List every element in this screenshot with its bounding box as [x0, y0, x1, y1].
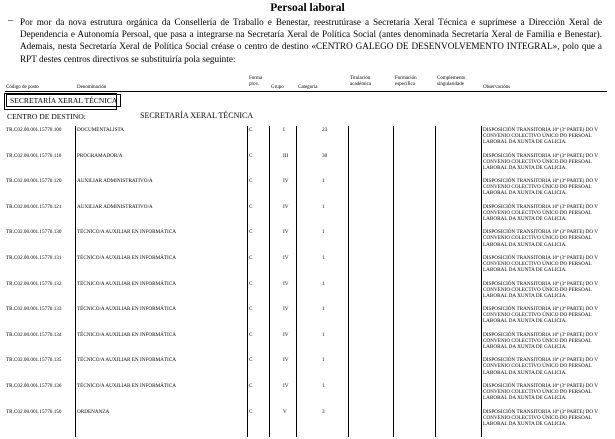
row-observacions: DISPOSICIÓN TRANSITORIA 10ª (3ª PARTE) DO V CONVENIO COLECTIVO ÚNICO DO PERSOAL LABORAL DA XUNTA DE GALICIA. [483, 152, 598, 171]
row-code: TR.C02.00.001.15770.135 [6, 357, 62, 364]
row-grupo: IV [283, 178, 289, 185]
row-grupo: V [283, 408, 287, 415]
col-divider [247, 126, 248, 437]
row-observacions: DISPOSICIÓN TRANSITORIA 10ª (3ª PARTE) DO V CONVENIO COLECTIVO ÚNICO DO PERSOAL LABORAL DA XUNTA DE GALICIA. [483, 306, 598, 325]
row-code: TR.C02.00.001.15770.120 [6, 178, 62, 185]
row-code: TR.C02.00.001.15770.130 [6, 229, 62, 236]
col-divider [435, 126, 436, 437]
row-grupo: I [283, 127, 285, 133]
row-forma: C [249, 357, 253, 364]
row-forma: C [249, 178, 253, 185]
row-grupo: IV [283, 383, 289, 389]
row-categoria: 23 [322, 127, 328, 133]
row-denominacion: PROGRAMADOR/A [77, 152, 123, 159]
row-observacions: DISPOSICIÓN TRANSITORIA 10ª (3ª PARTE) DO V CONVENIO COLECTIVO ÚNICO DO PERSOAL LABORAL DA XUNTA DE GALICIA. [483, 408, 598, 427]
row-grupo: III [283, 152, 289, 159]
row-code: TR.C02.00.001.15770.134 [6, 331, 62, 338]
row-denominacion: AUXILIAR ADMINISTRATIVO/A [77, 178, 153, 185]
row-forma: C [249, 280, 253, 287]
row-observacions: DISPOSICIÓN TRANSITORIA 10ª (3ª PARTE) DO V CONVENIO COLECTIVO ÚNICO DO PERSOAL LABORAL DA XUNTA DE GALICIA. [483, 331, 598, 350]
row-denominacion: TÉCNICO/A AUXILIAR EN INFORMÁTICA [77, 306, 176, 313]
row-denominacion: TÉCNICO/A AUXILIAR EN INFORMÁTICA [77, 280, 176, 287]
col-header-codigo: Código de posto [6, 85, 39, 90]
col-divider [348, 126, 349, 437]
row-grupo: IV [283, 255, 289, 261]
row-categoria: 1 [322, 203, 325, 210]
row-grupo: IV [283, 203, 289, 210]
centro-destino-name: SECRETARÍA XERAL TÉCNICA [140, 111, 254, 120]
row-observacions: DISPOSICIÓN TRANSITORIA 10ª (3ª PARTE) DO V CONVENIO COLECTIVO ÚNICO DO PERSOAL LABORAL DA XUNTA DE GALICIA. [483, 280, 598, 299]
col-divider [393, 126, 394, 437]
col-divider [75, 126, 76, 437]
col-header-complemento: Complemento singularidade [437, 76, 466, 87]
row-observacions: DISPOSICIÓN TRANSITORIA 10ª (3ª PARTE) DO V CONVENIO COLECTIVO ÚNICO DO PERSOAL LABORAL DA XUNTA DE GALICIA. [483, 178, 598, 197]
row-grupo: IV [283, 306, 289, 313]
col-divider [269, 126, 270, 437]
row-grupo: IV [283, 229, 289, 236]
row-denominacion: AUXILIAR ADMINISTRATIVO/A [77, 203, 153, 210]
row-forma: C [249, 152, 253, 159]
row-denominacion: TÉCNICO/A AUXILIAR EN INFORMÁTICA [77, 229, 176, 236]
col-header-denominacion: Denominación [77, 85, 107, 90]
row-forma: C [249, 127, 253, 133]
row-denominacion: ORDENANZA [77, 408, 110, 415]
row-grupo: IV [283, 280, 289, 287]
row-grupo: IV [283, 331, 289, 338]
row-observacions: DISPOSICIÓN TRANSITORIA 10ª (3ª PARTE) DO V CONVENIO COLECTIVO ÚNICO DO PERSOAL LABORAL DA XUNTA DE GALICIA. [483, 229, 598, 248]
section-label-box: SECRETARÍA XERAL TÉCNICA [6, 94, 121, 107]
col-divider [481, 126, 482, 437]
row-code: TR.C02.00.001.15770.110 [6, 152, 62, 159]
row-categoria: 1 [322, 331, 325, 338]
row-forma: C [249, 229, 253, 236]
row-forma: C [249, 331, 253, 338]
header-rule [5, 91, 607, 92]
bullet-dash: – [8, 15, 14, 26]
row-observacions: DISPOSICIÓN TRANSITORIA 10ª (3ª PARTE) DO V CONVENIO COLECTIVO ÚNICO DO PERSOAL LABORAL DA XUNTA DE GALICIA. [483, 203, 598, 222]
centro-destino-label: CENTRO DE DESTINO: [7, 112, 86, 121]
row-categoria: 1 [322, 357, 325, 364]
col-header-titulacion: Titulación académica [350, 76, 372, 87]
document-title: Persoal laboral [270, 2, 345, 14]
col-header-categoria: Categoría [298, 85, 318, 90]
col-header-formacion: Formación específica [395, 76, 417, 87]
col-header-observacions: Observacións [483, 85, 511, 90]
row-categoria: 30 [322, 152, 328, 159]
col-divider [296, 126, 297, 437]
row-categoria: 1 [322, 306, 325, 313]
row-forma: C [249, 383, 253, 389]
row-categoria: 1 [322, 280, 325, 287]
col-header-grupo: Grupo [271, 85, 284, 90]
row-categoria: 1 [322, 178, 325, 185]
row-categoria: 1 [322, 229, 325, 236]
row-denominacion: TÉCNICO/A AUXILIAR EN INFORMÁTICA [77, 383, 176, 389]
row-forma: C [249, 255, 253, 261]
col-header-forma: Forma prov. [249, 76, 263, 87]
row-observacions: DISPOSICIÓN TRANSITORIA 10ª (3ª PARTE) DO V CONVENIO COLECTIVO ÚNICO DO PERSOAL LABORAL DA XUNTA DE GALICIA. [483, 357, 598, 376]
row-grupo: IV [283, 357, 289, 364]
row-denominacion: TÉCNICO/A AUXILIAR EN INFORMÁTICA [77, 255, 176, 261]
row-code: TR.C02.00.001.15770.133 [6, 306, 62, 313]
row-code: TR.C02.00.001.15770.121 [6, 203, 62, 210]
row-observacions: DISPOSICIÓN TRANSITORIA 10ª (3ª PARTE) DO V CONVENIO COLECTIVO ÚNICO DO PERSOAL LABORAL DA XUNTA DE GALICIA. [483, 255, 598, 274]
row-denominacion: TÉCNICO/A AUXILIAR EN INFORMÁTICA [77, 357, 176, 364]
row-categoria: 3 [322, 408, 325, 415]
row-code: TR.C02.00.001.15770.100 [6, 127, 62, 133]
row-forma: C [249, 306, 253, 313]
row-denominacion: DOCUMENTALISTA [77, 127, 125, 133]
row-categoria: 1 [322, 383, 325, 389]
row-forma: C [249, 408, 253, 415]
row-observacions: DISPOSICIÓN TRANSITORIA 10ª (3ª PARTE) DO V CONVENIO COLECTIVO ÚNICO DO PERSOAL LABORAL DA XUNTA DE GALICIA. [483, 383, 598, 402]
row-code: TR.C02.00.001.15770.131 [6, 255, 62, 261]
intro-paragraph: Por mor da nova estrutura orgánica da Consellería de Traballo e Benestar, reestrutúrase a Secretaría Xeral Técnica e suprímese a Dirección Xeral de Dependencia e Autonomía Persoal, que pasa a integrarse na Secretaría Xeral de Política Social (antes denominada Secretaría Xeral de Familia e Benestar). Ademais, nesta Secretaría Xeral de Política Social créase o centro de destino «CENTRO GALEGO DE DESENVOLVEMENTO INTEGRAL», polo que a RPT destes centros directivos se substituiría pola seguinte: [20, 17, 602, 64]
row-code: TR.C02.00.001.15770.150 [6, 408, 62, 415]
row-forma: C [249, 203, 253, 210]
row-code: TR.C02.00.001.15770.136 [6, 383, 62, 389]
row-categoria: 1 [322, 255, 325, 261]
row-denominacion: TÉCNICO/A AUXILIAR EN INFORMÁTICA [77, 331, 176, 338]
row-code: TR.C02.00.001.15770.132 [6, 280, 62, 287]
row-observacions: DISPOSICIÓN TRANSITORIA 10ª (3ª PARTE) DO V CONVENIO COLECTIVO ÚNICO DO PERSOAL LABORAL DA XUNTA DE GALICIA. [483, 127, 598, 146]
